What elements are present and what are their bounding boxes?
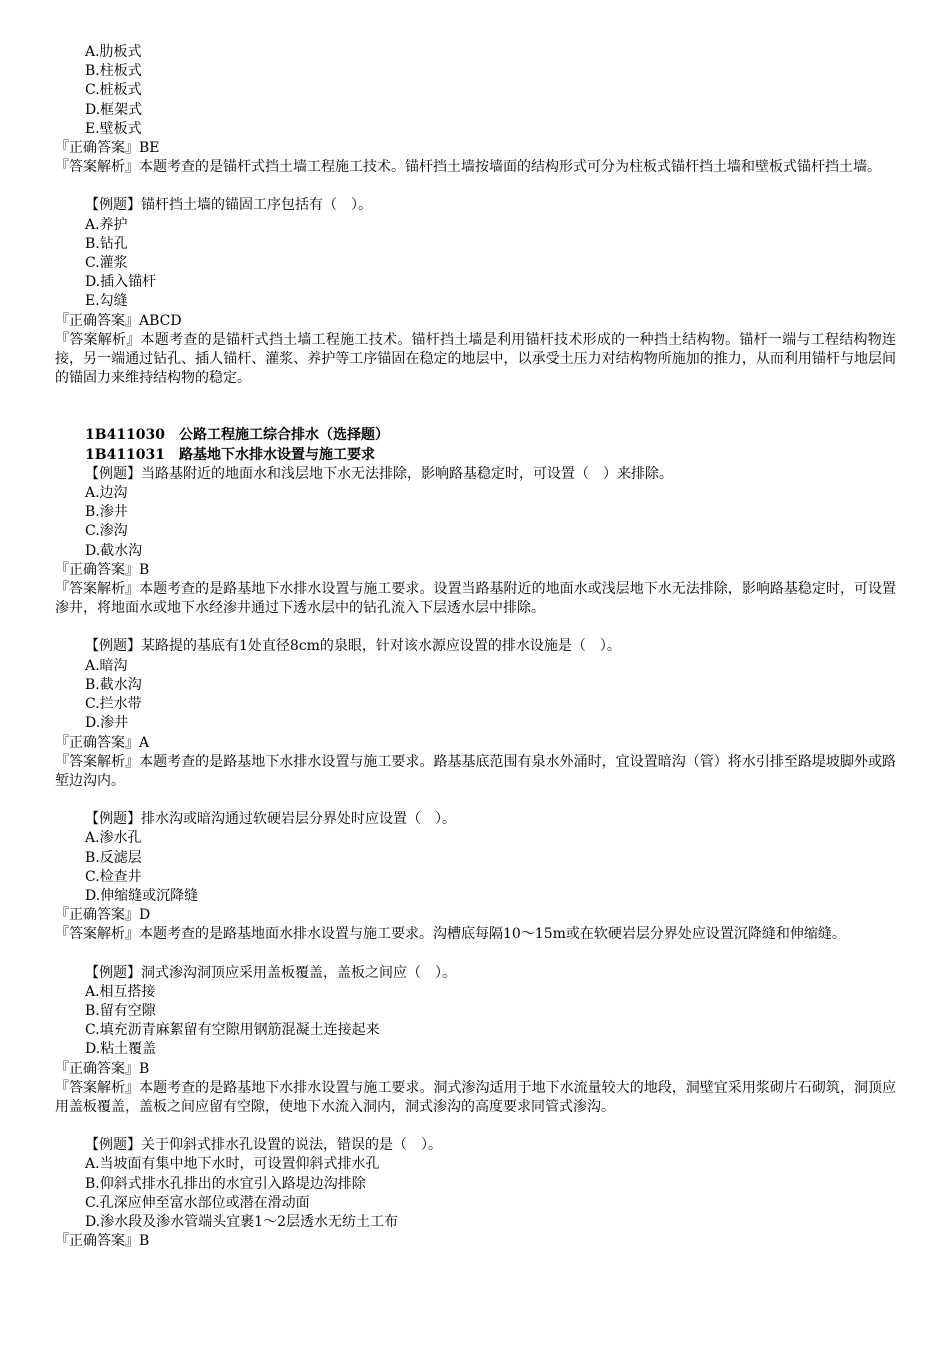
question-text: 【例题】当路基附近的地面水和浅层地下水无法排除，影响路基稳定时，可设置（ ）来排除。 (85, 465, 673, 482)
option-a: A.相互搭接 (85, 983, 156, 1000)
option-a: A.暗沟 (85, 657, 128, 674)
option-a: A.肋板式 (85, 44, 142, 60)
option-d: D.截水沟 (85, 542, 143, 559)
question-block (55, 196, 896, 388)
option-d: D.伸缩缝或沉降缝 (85, 887, 199, 904)
answer-analysis: 『答案解析』本题考查的是锚杆式挡土墙工程施工技术。锚杆挡土墙按墙面的结构形式可分为柱板式锚杆挡土墙和壁板式锚杆挡土墙。 (55, 159, 881, 176)
answer-analysis: 『答案解析』本题考查的是路基地下水排水设置与施工要求。路基基底范围有泉水外涌时，宜设置暗沟（管）将水引排至路堤坡脚外或路堑边沟内。 (55, 753, 896, 789)
option-c: C.孔深应伸至富水部位或潜在滑动面 (85, 1194, 310, 1211)
correct-answer: 『正确答案』B (55, 1060, 150, 1077)
answer-analysis: 『答案解析』本题考查的是锚杆式挡土墙工程施工技术。锚杆挡土墙是利用锚杆技术形成的一种挡土结构物。锚杆一端与工程结构物连接，另一端通过钻孔、插人锚杆、灌浆、养护等工序锚固在稳定的地层中，以承受土压力对结构物所施加的推力，从而利用锚杆与地层间的锚固力来维持结构物的稳定。 (55, 331, 896, 387)
option-b: B.截水沟 (85, 676, 142, 693)
question-text: 【例题】关于仰斜式排水孔设置的说法，错误的是（ ）。 (85, 1137, 442, 1154)
option-b: B.仰斜式排水孔排出的水宜引入路堤边沟排除 (85, 1175, 366, 1192)
question-block (55, 810, 896, 944)
correct-answer: 『正确答案』D (55, 907, 151, 924)
option-a: A.当坡面有集中地下水时，可设置仰斜式排水孔 (85, 1156, 380, 1173)
question-block (55, 964, 896, 1118)
section-heading: 1B411030 公路工程施工综合排水（选择题） (85, 427, 390, 444)
option-a: A.边沟 (85, 485, 128, 502)
question-block (55, 465, 896, 619)
option-e: E.勾缝 (85, 293, 128, 310)
option-c: C.拦水带 (85, 696, 142, 713)
question-text: 【例题】锚杆挡土墙的锚固工序包括有（ ）。 (85, 197, 372, 214)
subsection-heading: 1B411031 路基地下水排水设置与施工要求 (85, 446, 376, 463)
question-text: 【例题】洞式渗沟洞顶应采用盖板覆盖，盖板之间应（ ）。 (85, 964, 456, 981)
question-text: 【例题】排水沟或暗沟通过软硬岩层分界处时应设置（ ）。 (85, 811, 456, 828)
question-block (55, 43, 896, 177)
option-c: C.填充沥青麻絮留有空隙用钢筋混凝土连接起来 (85, 1022, 380, 1039)
option-d: D.粘土覆盖 (85, 1041, 157, 1058)
correct-answer: 『正确答案』BE (55, 140, 160, 157)
option-b: B.反滤层 (85, 849, 142, 866)
option-d: D.渗水段及渗水管端头宜裹1～2层透水无纺土工布 (85, 1213, 398, 1230)
answer-analysis: 『答案解析』本题考查的是路基地下水排水设置与施工要求。设置当路基附近的地面水或浅层地下水无法排除，影响路基稳定时，可设置渗井，将地面水或地下水经渗井通过下透水层中的钻孔流入下层透水层中排除。 (55, 581, 896, 617)
question-block (55, 1136, 896, 1251)
option-c: C.渗沟 (85, 523, 128, 540)
correct-answer: 『正确答案』A (55, 734, 150, 751)
option-c: C.灌浆 (85, 255, 128, 272)
option-a: A.渗水孔 (85, 830, 142, 847)
option-c: C.检查井 (85, 868, 142, 885)
option-b: B.钻孔 (85, 235, 128, 252)
answer-analysis: 『答案解析』本题考查的是路基地面水排水设置与施工要求。沟槽底每隔10～15m或在软硬岩层分界处应设置沉降缝和伸缩缝。 (55, 926, 846, 943)
option-d: D.插入锚杆 (85, 274, 157, 291)
question-text: 【例题】某路提的基底有1处直径8cm的泉眼，针对该水源应设置的排水设施是（ ）。 (85, 638, 621, 655)
option-e: E.壁板式 (85, 120, 142, 137)
correct-answer: 『正确答案』B (55, 561, 150, 578)
option-a: A.养护 (85, 216, 128, 233)
answer-analysis: 『答案解析』本题考查的是路基地下水排水设置与施工要求。洞式渗沟适用于地下水流量较大的地段，洞壁宜采用浆砌片石砌筑，洞顶应用盖板覆盖，盖板之间应留有空隙，使地下水流入洞内，洞式渗沟的高度要求同管式渗沟。 (55, 1079, 896, 1115)
option-b: B.柱板式 (85, 63, 142, 80)
correct-answer: 『正确答案』B (55, 1233, 150, 1250)
option-d: D.框架式 (85, 101, 143, 118)
option-b: B.渗井 (85, 504, 128, 521)
option-c: C.桩板式 (85, 82, 142, 99)
option-d: D.渗井 (85, 715, 129, 732)
option-b: B.留有空隙 (85, 1002, 156, 1019)
question-block (55, 637, 896, 791)
correct-answer: 『正确答案』ABCD (55, 312, 182, 329)
